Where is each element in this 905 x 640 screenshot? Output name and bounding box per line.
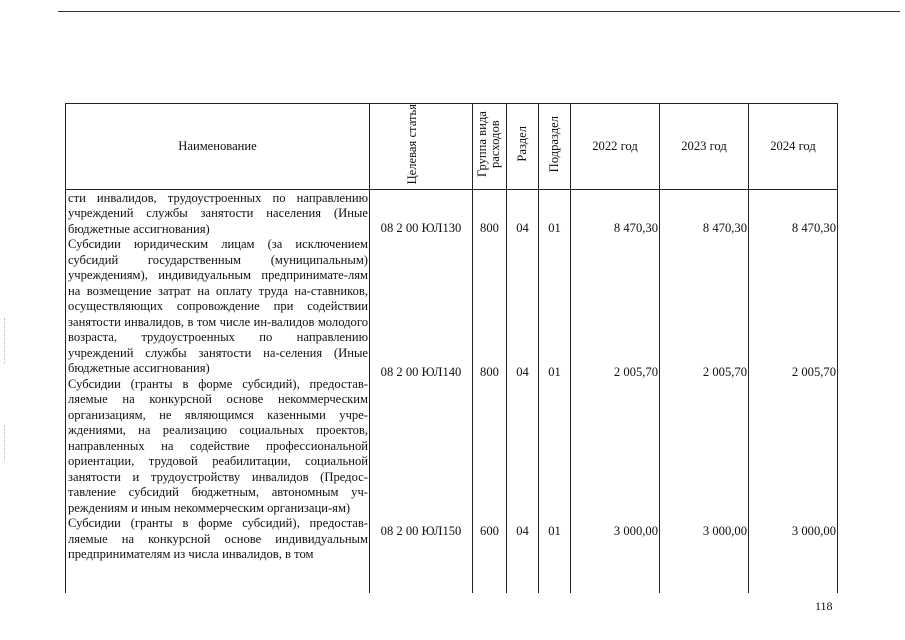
row-subsection: 01 bbox=[548, 220, 561, 235]
row-subsection: 01 bbox=[548, 364, 561, 379]
header-row bbox=[66, 104, 838, 190]
header-subsection: Подраздел bbox=[539, 104, 571, 190]
header-2022: 2022 год bbox=[571, 104, 660, 190]
row-group: 600 bbox=[480, 523, 499, 538]
y2024-column bbox=[749, 189, 838, 593]
row-section: 04 bbox=[516, 364, 529, 379]
row-target: 08 2 00 ЮЛ140 bbox=[380, 364, 462, 379]
name-column bbox=[66, 189, 370, 593]
row-section: 04 bbox=[516, 523, 529, 538]
row-amount-2024: 3 000,00 bbox=[791, 523, 836, 538]
row-group: 800 bbox=[480, 220, 499, 235]
scan-artifact bbox=[4, 318, 9, 364]
row-name: Субсидии юридическим лицам (за исключением субсидий государственным (муниципальным) учреждениям), индивидуальным предпринимате-лям на возмещение затрат на оплату труда на-ставников, осуществляющих сопровождение при содействии занятости инвалидов, в том числе ин-валидов молодого возраста, трудоустроенных по направлению учреждений службы занятости на-селения (Иные бюджетные ассигнования) bbox=[68, 237, 368, 376]
row-target: 08 2 00 ЮЛ150 bbox=[380, 523, 462, 538]
row-amount-2024: 8 470,30 bbox=[791, 220, 836, 235]
scan-artifact bbox=[4, 425, 9, 461]
group-column bbox=[473, 189, 507, 593]
row-amount-2022: 2 005,70 bbox=[613, 364, 658, 379]
row-subsection: 01 bbox=[548, 523, 561, 538]
header-2024: 2024 год bbox=[749, 104, 838, 190]
row-amount-2024: 2 005,70 bbox=[791, 364, 836, 379]
row-amount-2023: 3 000,00 bbox=[702, 523, 747, 538]
row-amount-2023: 8 470,30 bbox=[702, 220, 747, 235]
row-amount-2022: 3 000,00 bbox=[613, 523, 658, 538]
row-name: сти инвалидов, трудоустроенных по направлению учреждений службы занятости населения (Иные бюджетные ассигнования) bbox=[68, 190, 368, 236]
header-name: Наименование bbox=[66, 104, 370, 190]
header-group: Группа вида расходов bbox=[473, 104, 507, 190]
row-name: Субсидии (гранты в форме субсидий), предостав-ляемые на конкурсной основе индивидуальным предпринимателям из числа инвалидов, в том bbox=[68, 516, 368, 562]
row-target: 08 2 00 ЮЛ130 bbox=[380, 220, 462, 235]
target-column bbox=[370, 189, 473, 593]
row-section: 04 bbox=[516, 220, 529, 235]
row-name: Субсидии (гранты в форме субсидий), предостав-ляемые на конкурсной основе некоммерческим организациям, не являющимся казенными учре-ждениями, на реализацию социальных проектов, направленных на содействие профессиональной ориентации, трудовой реабилитации, социальной занятости и трудоустройству инвалидов (Предос-тавление субсидий бюджетным, автономным уч-реждениям и иным некоммерческим организаци-ям) bbox=[68, 376, 368, 515]
row-group: 800 bbox=[480, 364, 499, 379]
table-body-row bbox=[66, 189, 838, 593]
header-section: Раздел bbox=[507, 104, 539, 190]
top-rule bbox=[58, 11, 900, 12]
header-target: Целевая статья bbox=[370, 104, 473, 190]
section-column bbox=[507, 189, 539, 593]
y2023-column bbox=[660, 189, 749, 593]
row-amount-2022: 8 470,30 bbox=[613, 220, 658, 235]
subsection-column bbox=[539, 189, 571, 593]
header-2023: 2023 год bbox=[660, 104, 749, 190]
page-number: 118 bbox=[815, 599, 833, 613]
budget-table bbox=[65, 103, 838, 593]
y2022-column bbox=[571, 189, 660, 593]
row-amount-2023: 2 005,70 bbox=[702, 364, 747, 379]
